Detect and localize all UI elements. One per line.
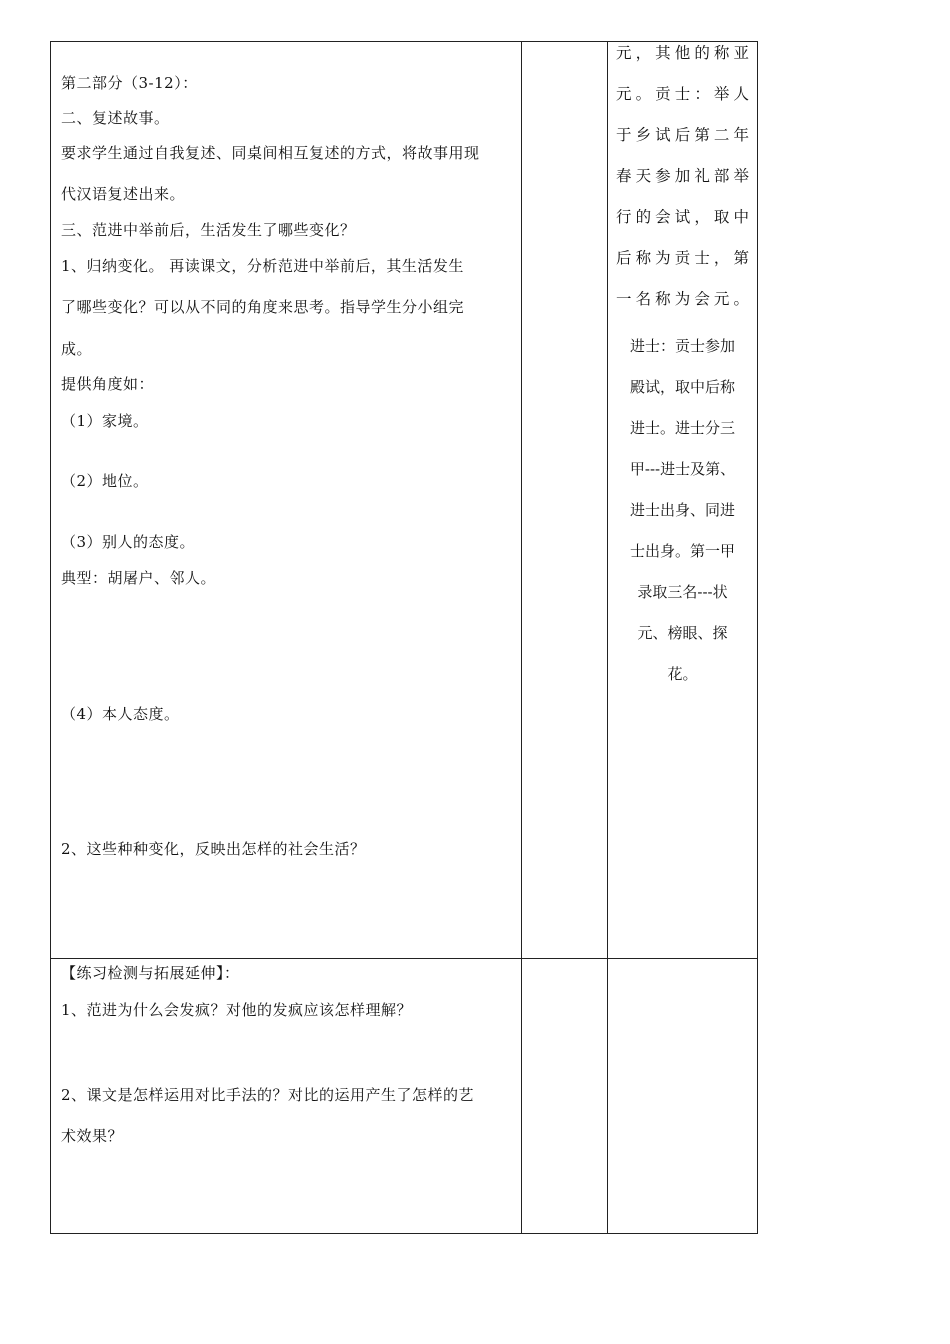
angle-status: （2）地位。 [61,472,149,490]
note-line: 殿试，取中后称 [629,378,735,396]
note-line: 春天参加礼部举 [616,167,749,185]
empty-cell [522,42,608,959]
note-line: 于乡试后第二年 [616,126,749,144]
note-line: 进士：贡士参加 [629,337,735,355]
note-line: 元，其他的称亚 [616,44,749,62]
note-line: 一名称为会元。 [616,290,749,308]
lesson-plan-table [50,41,758,1234]
gongshi-note [608,33,757,320]
task1-line3: 成。 [61,340,93,358]
note-line: 元、榜眼、探 [637,624,728,642]
section2-title: 二、复述故事。 [61,109,170,127]
empty-cell [608,959,758,1234]
note-line: 元。贡士：举人 [616,85,749,103]
exercise-question1: 1、范进为什么会发疯？对他的发疯应该怎样理解？ [61,1001,413,1019]
jinshi-note [608,326,757,695]
exercise-question2-line1: 2、课文是怎样运用对比手法的？对比的运用产生了怎样的艺 [61,1086,475,1104]
table-row [51,42,758,959]
section2-requirement-line2: 代汉语复述出来。 [61,185,186,203]
empty-cell [522,959,608,1234]
angle-others-attitude: （3）别人的态度。 [61,533,196,551]
angle-own-attitude: （4）本人态度。 [61,705,180,723]
task1-line1: 1、归纳变化。 再读课文，分析范进中举前后，其生活发生 [61,257,464,275]
typical-examples: 典型：胡屠户、邻人。 [61,569,217,587]
task2-question: 2、这些种种变化，反映出怎样的社会生活？ [61,840,366,858]
notes-cell [608,42,758,959]
exercise-cell [51,959,522,1234]
section3-title: 三、范进中举前后，生活发生了哪些变化？ [61,221,356,239]
note-line: 花。 [667,665,698,683]
part-heading: 第二部分（3-12）： [61,74,198,92]
note-line: 甲---进士及第、 [629,460,736,478]
exercise-heading: 【练习检测与拓展延伸】： [61,964,240,982]
teaching-content-cell [51,42,522,959]
note-line: 进士。进士分三 [629,419,735,437]
note-line: 进士出身、同进 [629,501,735,519]
note-line: 后称为贡士，第 [616,249,749,267]
table-row [51,959,758,1234]
note-line: 士出身。第一甲 [629,542,735,560]
note-line: 行的会试，取中 [616,208,749,226]
note-line: 录取三名---状 [637,583,728,601]
section2-requirement-line1: 要求学生通过自我复述、同桌间相互复述的方式，将故事用现 [61,144,480,162]
task1-line2: 了哪些变化？可以从不同的角度来思考。指导学生分小组完 [61,298,465,316]
angles-label: 提供角度如： [61,375,155,393]
angle-family: （1）家境。 [61,412,149,430]
exercise-question2-line2: 术效果？ [61,1127,124,1145]
